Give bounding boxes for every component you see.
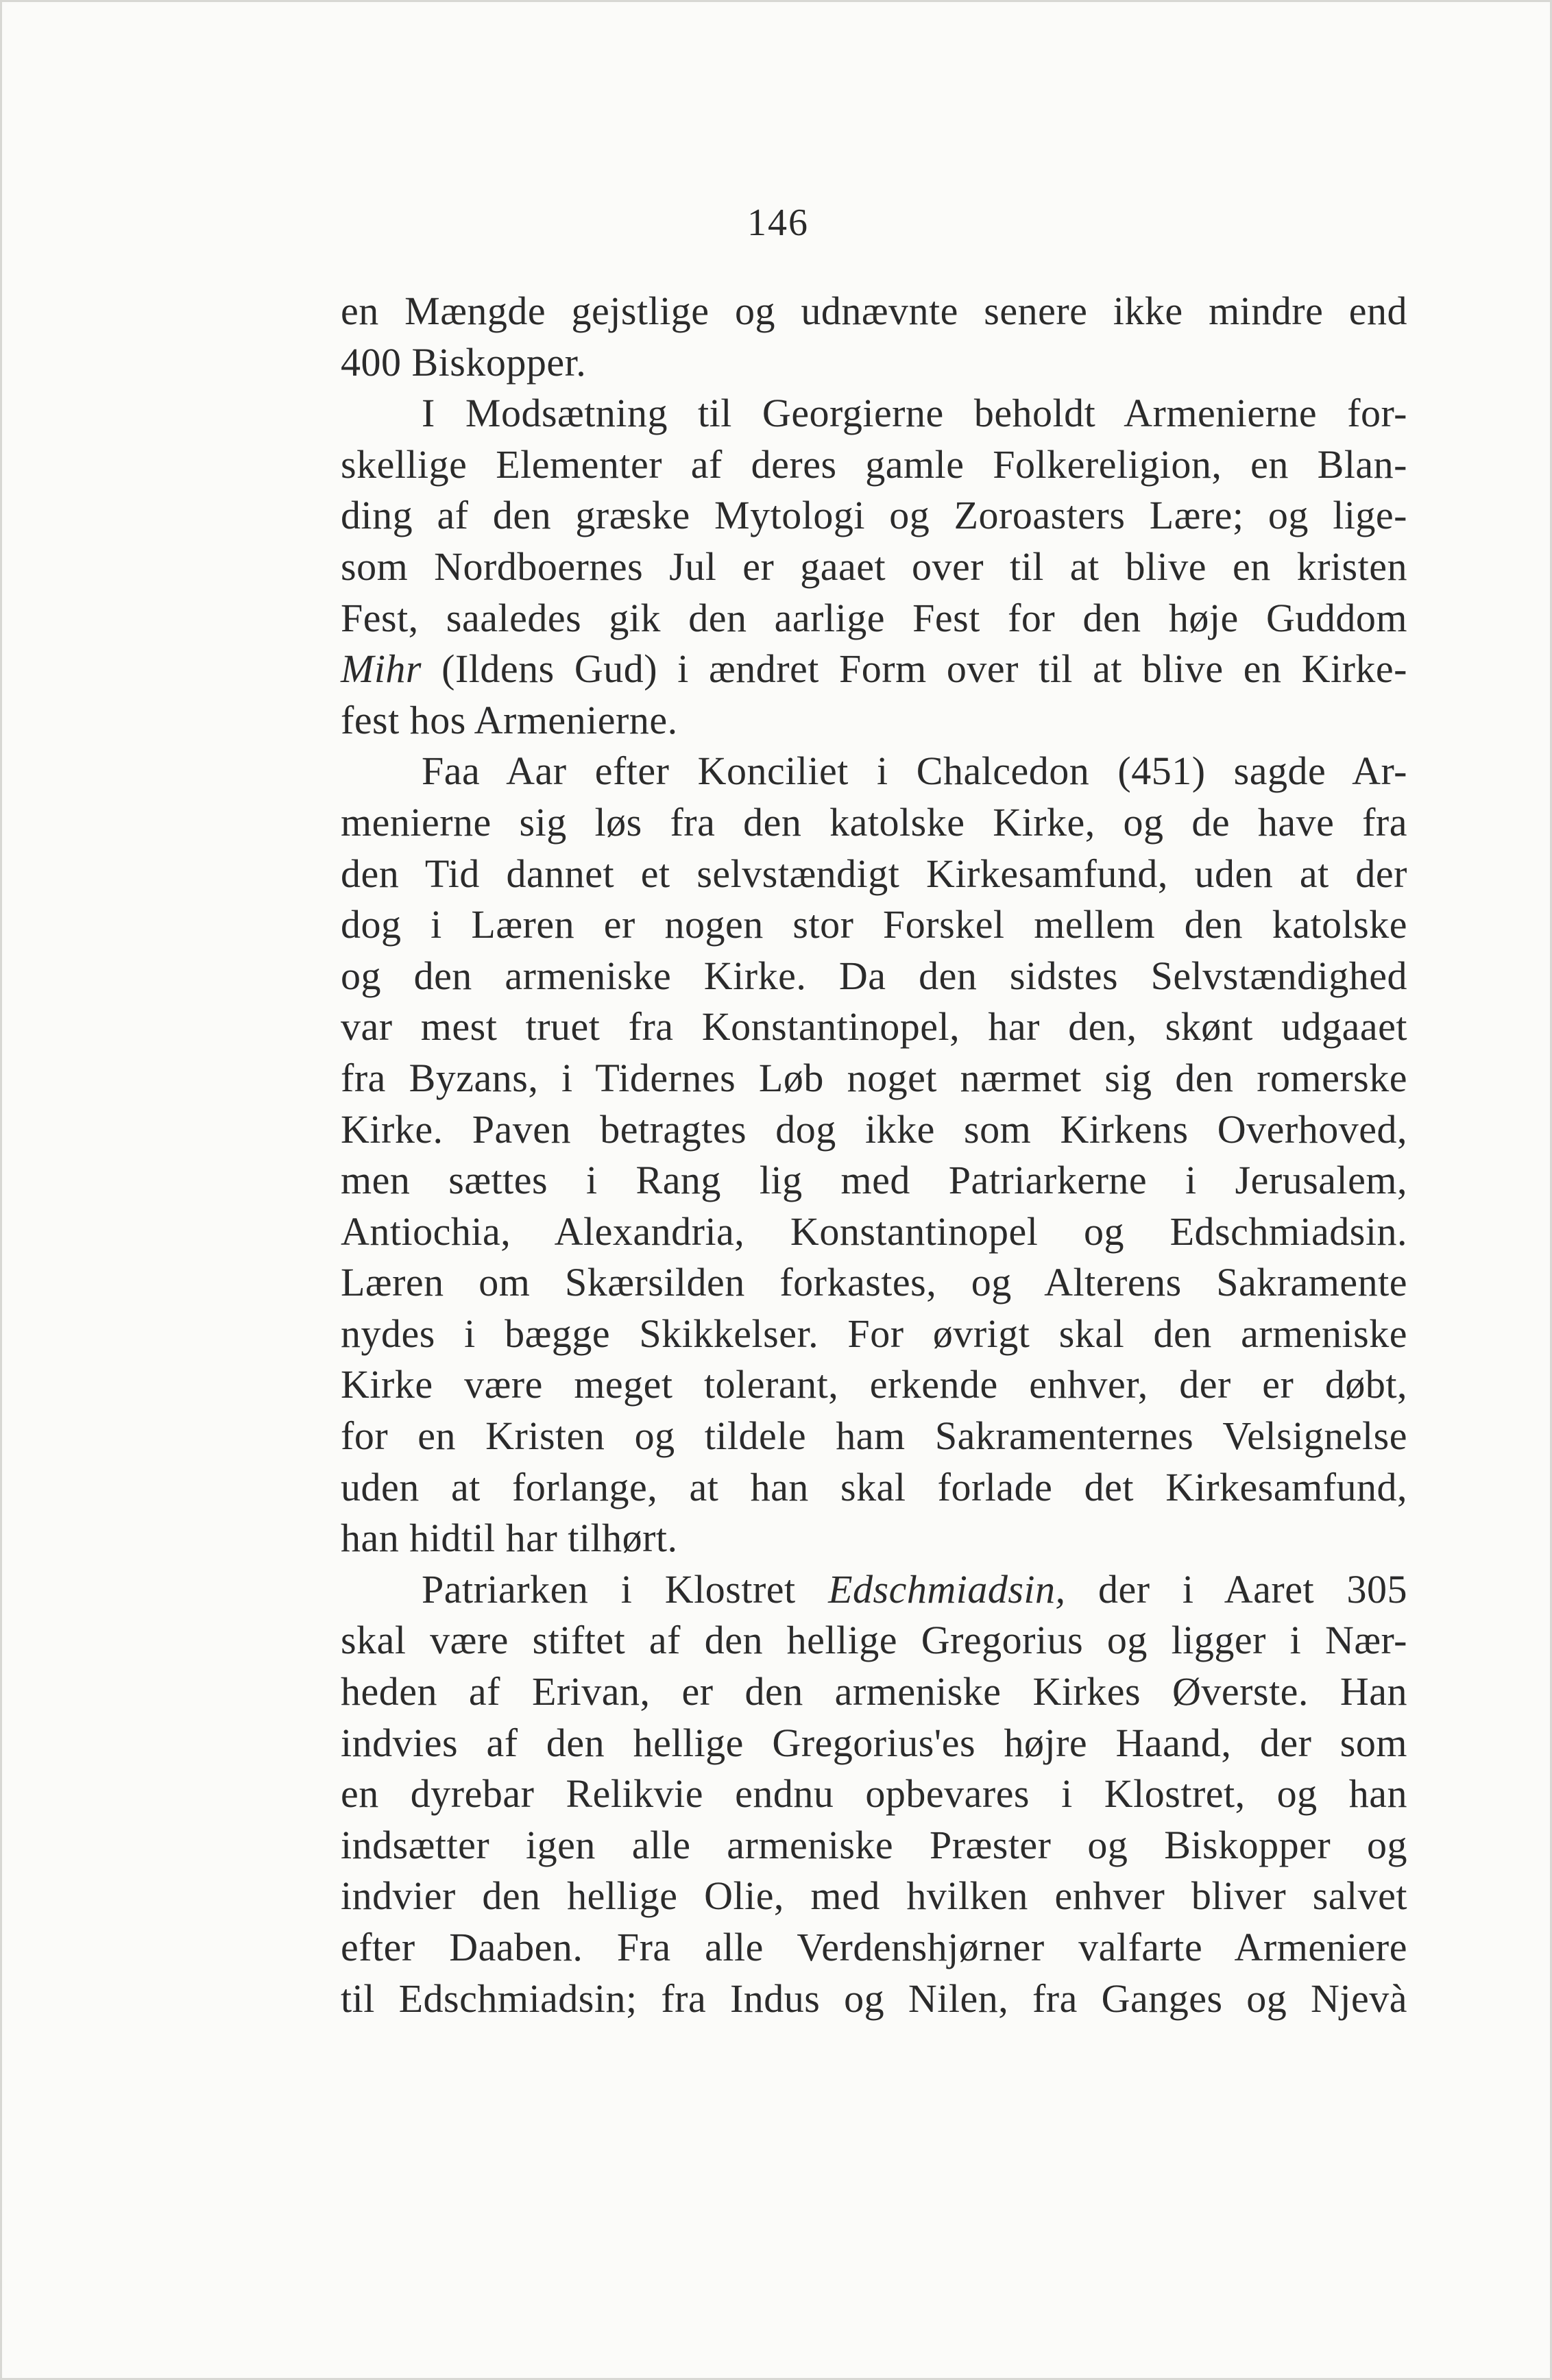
page-number: 146	[747, 202, 809, 244]
text-segment: menierne sig løs fra den katolske Kirke, og de have fra	[341, 799, 1407, 845]
text-line	[341, 490, 1407, 542]
text-segment: indvier den hellige Olie, med hvilken enhver bliver salvet	[341, 1873, 1407, 1919]
text-line	[341, 1104, 1407, 1156]
text-segment: skellige Elementer af deres gamle Folkereligion, en Blan-	[341, 441, 1407, 487]
text-segment: indsætter igen alle armeniske Præster og Biskopper og	[341, 1822, 1407, 1867]
text-line	[341, 797, 1407, 849]
text-segment: Faa Aar efter Konciliet i Chalcedon (451) sagde Ar-	[422, 749, 1407, 794]
text-segment: Læren om Skærsilden forkastes, og Alterens Sakramente	[341, 1260, 1407, 1305]
text-segment: Fest, saaledes gik den aarlige Fest for den høje Guddom	[341, 595, 1407, 640]
text-segment: uden at forlange, at han skal forlade det Kirkesamfund,	[341, 1464, 1407, 1509]
text-segment: heden af Erivan, er den armeniske Kirkes Øverste. Han	[341, 1669, 1407, 1714]
text-segment: indvies af den hellige Gregorius'es højre Haand, der som	[341, 1720, 1407, 1765]
text-segment: nydes i bægge Skikkelser. For øvrigt skal den armeniske	[341, 1311, 1407, 1356]
text-line	[341, 1155, 1407, 1206]
text-line	[341, 1974, 1407, 2025]
text-segment: (Ildens Gud) i ændret Form over til at blive en Kirke-	[422, 646, 1407, 692]
text-segment: han hidtil har tilhørt.	[341, 1516, 678, 1561]
body-text	[341, 286, 1407, 2024]
text-segment: og den armeniske Kirke. Da den sidstes Selvstændighed	[341, 953, 1407, 998]
text-line	[341, 899, 1407, 951]
text-segment: men sættes i Rang lig med Patriarkerne i Jerusalem,	[341, 1158, 1407, 1203]
text-line	[341, 1462, 1407, 1514]
text-segment: Patriarken i Klostret	[422, 1566, 829, 1612]
text-segment: Antiochia, Alexandria, Konstantinopel og Edschmiadsin.	[341, 1209, 1407, 1254]
text-line	[341, 1615, 1407, 1666]
text-line	[341, 1564, 1407, 1616]
text-line	[341, 1053, 1407, 1104]
text-segment: fest hos Armenierne.	[341, 697, 678, 742]
text-segment: Kirke være meget tolerant, erkende enhver, der er døbt,	[341, 1362, 1407, 1407]
text-segment: en dyrebar Relikvie endnu opbevares i Klostret, og han	[341, 1771, 1407, 1817]
text-line	[341, 1001, 1407, 1053]
text-segment: efter Daaben. Fra alle Verdenshjørner valfarte Armeniere	[341, 1925, 1407, 1969]
text-line	[341, 1513, 1407, 1564]
text-segment: Kirke. Paven betragtes dog ikke som Kirkens Overhoved,	[341, 1106, 1407, 1152]
text-line	[341, 593, 1407, 644]
text-segment: skal være stiftet af den hellige Gregorius og ligger i Nær-	[341, 1618, 1407, 1663]
text-line	[341, 1820, 1407, 1871]
text-line	[341, 542, 1407, 593]
text-line	[341, 337, 1407, 389]
text-line	[341, 286, 1407, 337]
text-line	[341, 1206, 1407, 1258]
text-line	[341, 644, 1407, 695]
text-segment: en Mængde gejstlige og udnævnte senere ikke mindre end	[341, 289, 1407, 333]
text-line	[341, 1922, 1407, 1974]
text-line	[341, 439, 1407, 491]
text-segment: I Modsætning til Georgierne beholdt Armenierne for-	[422, 391, 1407, 436]
text-line	[341, 951, 1407, 1002]
italic-text: Edschmiadsin,	[828, 1566, 1066, 1612]
text-segment: til Edschmiadsin; fra Indus og Nilen, fra Ganges og Njevà	[341, 1976, 1407, 2021]
text-line	[341, 1257, 1407, 1309]
text-segment: 400 Biskopper.	[341, 339, 587, 385]
text-line	[341, 1718, 1407, 1769]
text-segment: for en Kristen og tildele ham Sakramenternes Velsignelse	[341, 1413, 1407, 1459]
text-segment: der i Aaret 305	[1065, 1566, 1407, 1612]
text-segment: var mest truet fra Konstantinopel, har den, skønt udgaaet	[341, 1004, 1407, 1049]
text-line	[341, 695, 1407, 746]
text-line	[341, 1769, 1407, 1820]
text-line	[341, 388, 1407, 439]
italic-text: Mihr	[341, 646, 422, 692]
text-segment: som Nordboernes Jul er gaaet over til at blive en kristen	[341, 544, 1407, 589]
text-line	[341, 1411, 1407, 1462]
text-line	[341, 1666, 1407, 1718]
text-line	[341, 1871, 1407, 1922]
text-segment: fra Byzans, i Tidernes Løb noget nærmet sig den romerske	[341, 1055, 1407, 1100]
text-segment: dog i Læren er nogen stor Forskel mellem den katolske	[341, 902, 1407, 947]
text-line	[341, 1359, 1407, 1411]
text-line	[341, 849, 1407, 900]
text-line	[341, 746, 1407, 797]
text-segment: den Tid dannet et selvstændigt Kirkesamfund, uden at der	[341, 851, 1407, 896]
text-segment: ding af den græske Mytologi og Zoroasters Lære; og lige-	[341, 493, 1407, 538]
text-line	[341, 1309, 1407, 1360]
